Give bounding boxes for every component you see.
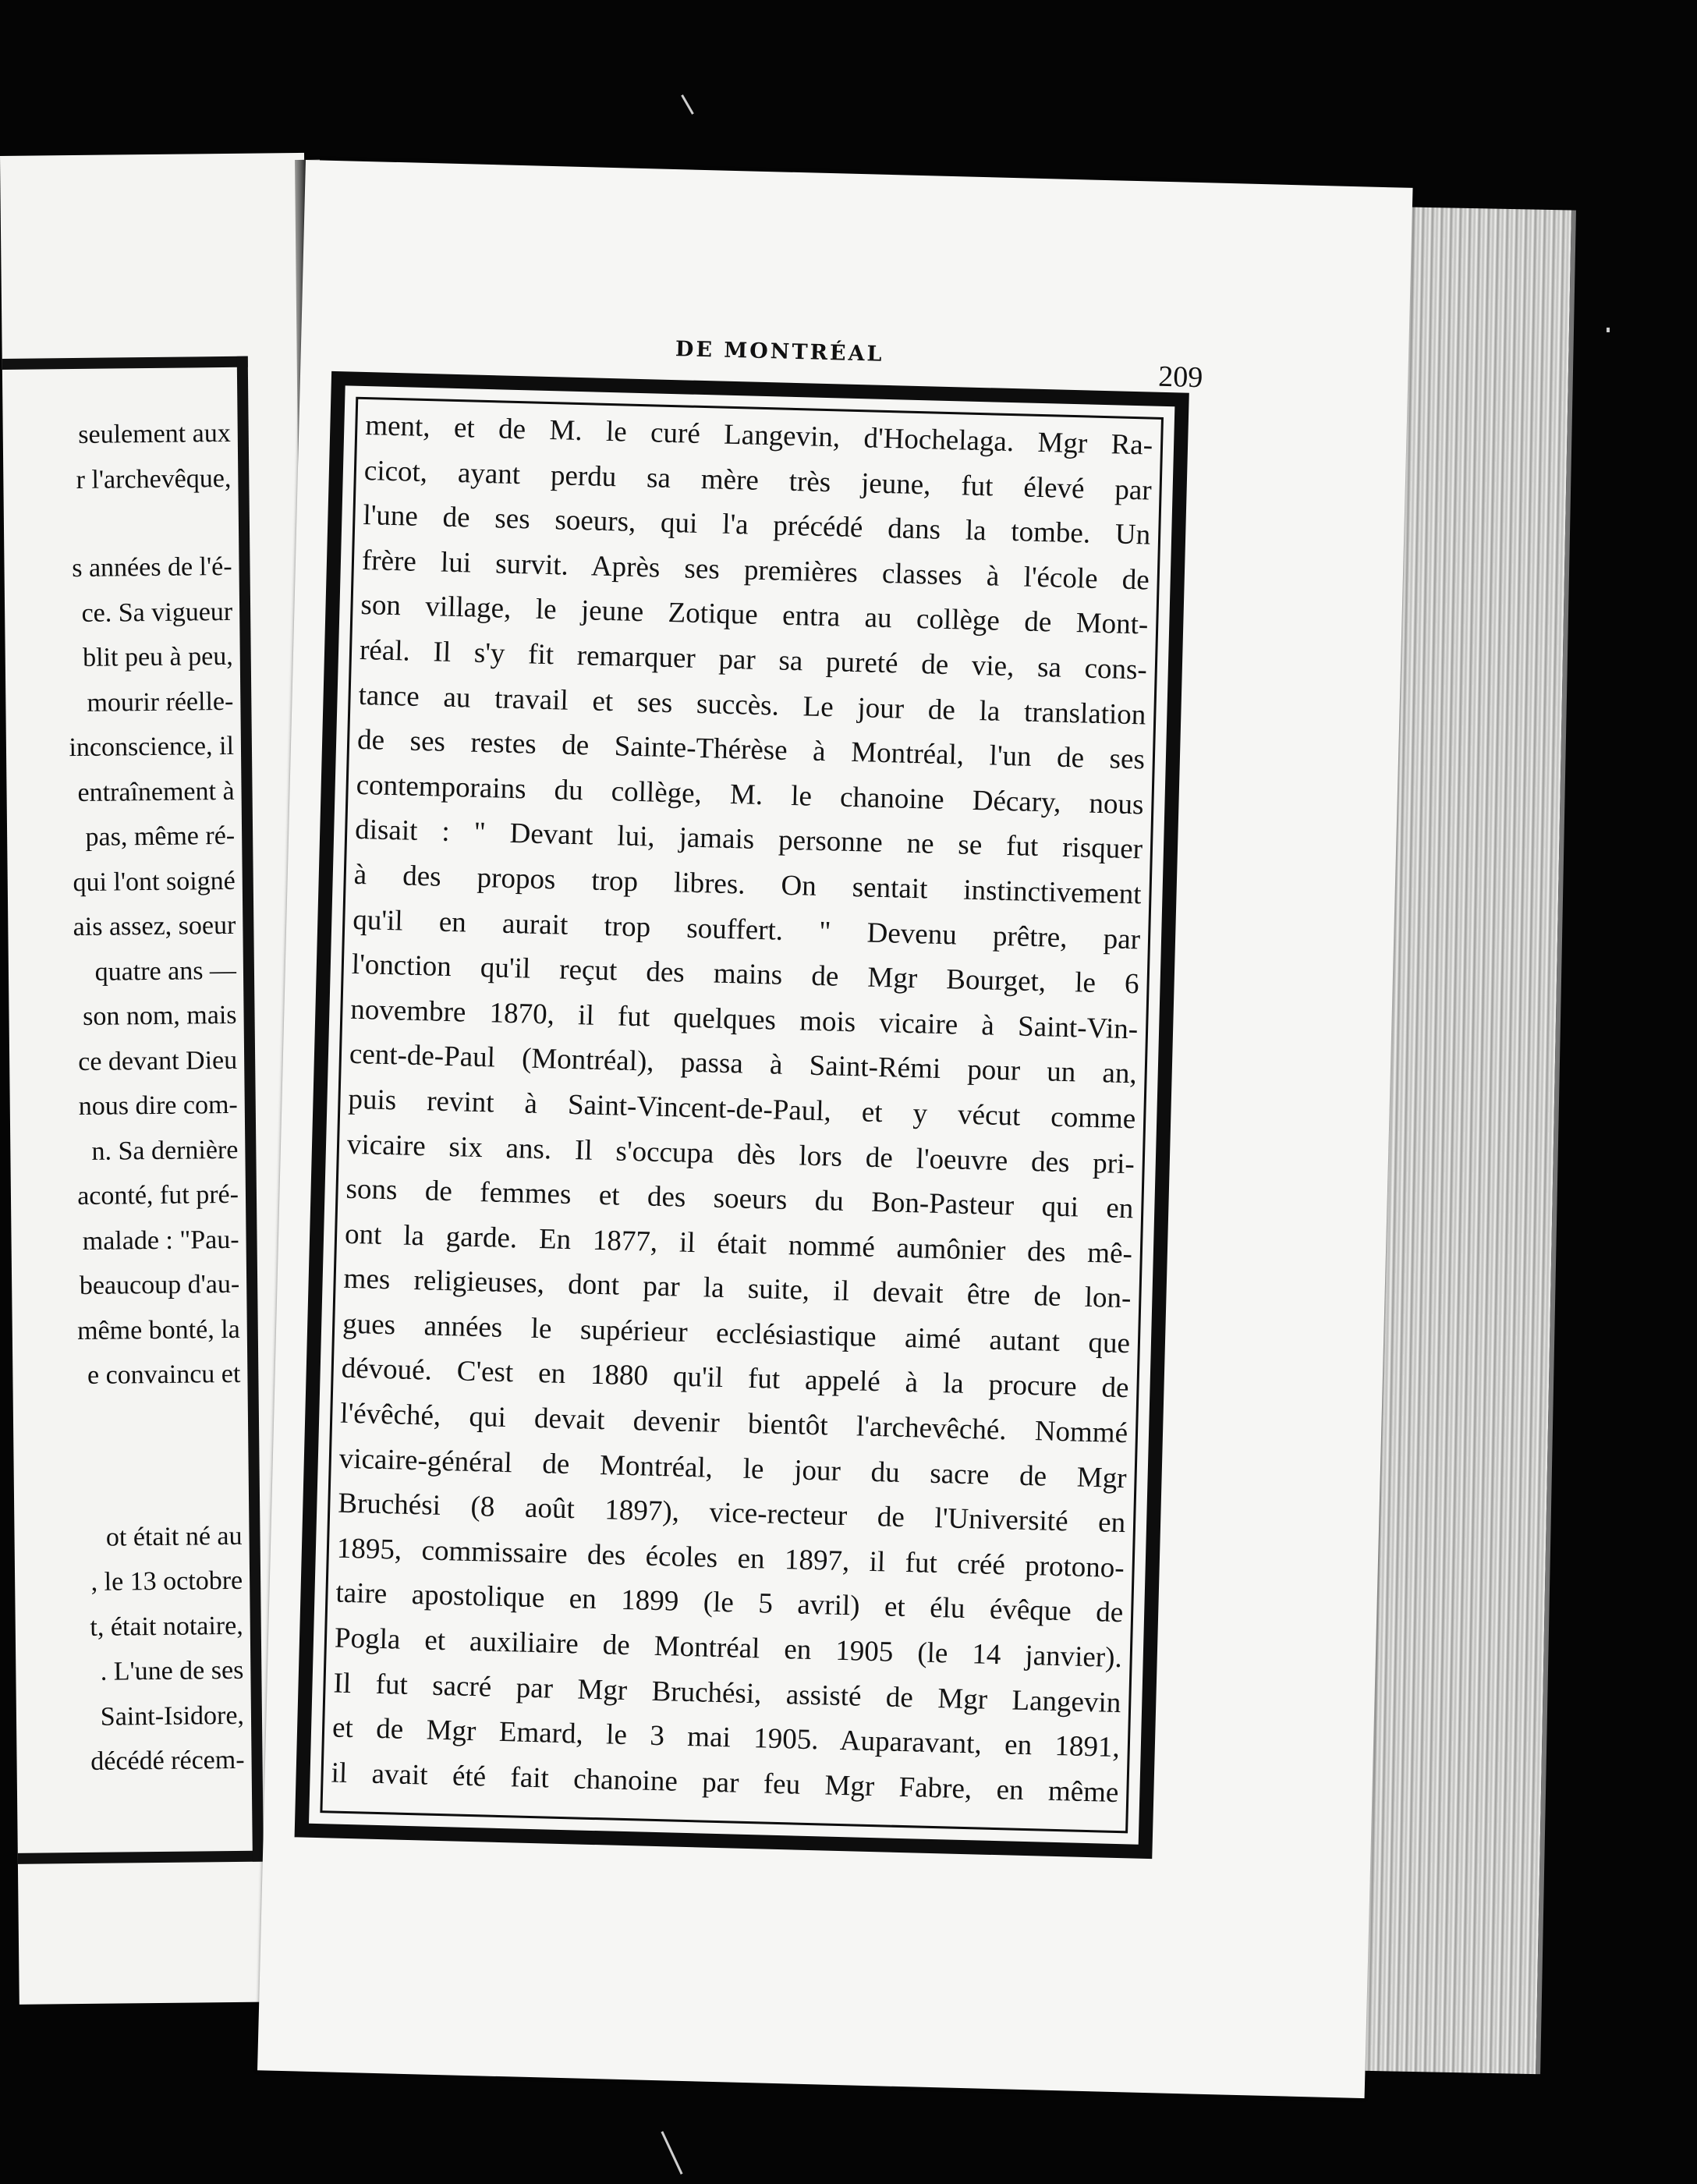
text-line: Bruchési (8 août 1897), vice-recteur de l'Université en — [337, 1487, 1126, 1540]
text-line: . L'une de ses — [100, 1655, 244, 1686]
text-line: vicaire-général de Montréal, le jour du sacre de Mgr — [338, 1442, 1128, 1494]
text-line: pas, même ré- — [85, 821, 236, 852]
text-line: tance au travail et ses succès. Le jour de la translation — [358, 679, 1146, 732]
text-line: novembre 1870, il fut quelques mois vicaire à Saint-Vin- — [349, 993, 1139, 1046]
text-line: à des propos trop libres. On sentait instinctivement — [353, 858, 1143, 911]
text-line: ont la garde. En 1877, il était nommé aumônier des mê- — [344, 1218, 1133, 1270]
text-line: réal. Il s'y fit remarquer par sa pureté de vie, sa cons- — [359, 633, 1148, 686]
page-number: 209 — [1157, 360, 1203, 395]
text-line: sons de femmes et des soeurs du Bon-Pasteur qui en — [345, 1172, 1134, 1225]
scan-speck — [661, 2131, 682, 2175]
text-line: mourir réelle- — [87, 686, 234, 718]
text-line: qui l'ont soigné — [73, 866, 236, 897]
text-line: beaucoup d'au- — [79, 1269, 240, 1301]
text-line: même bonté, la — [76, 1314, 240, 1346]
text-line: l'onction qu'il reçut des mains de Mgr Bourget, le 6 — [351, 948, 1140, 1001]
text-line: e convaincu et — [87, 1359, 241, 1390]
text-line: nous dire com- — [78, 1090, 238, 1122]
text-line: ment, et de M. le curé Langevin, d'Hochelaga. Mgr Ra- — [364, 410, 1153, 462]
text-line: aconté, fut pré- — [77, 1179, 239, 1211]
text-line: seulement aux — [78, 418, 231, 449]
text-line: son village, le jeune Zotique entra au collège de Mont- — [360, 589, 1149, 641]
text-line: taire apostolique en 1899 (le 5 avril) et élu évêque de — [335, 1577, 1124, 1629]
text-line: mes religieuses, dont par la suite, il devait être de lon- — [343, 1262, 1132, 1315]
text-line: Pogla et auxiliaire de Montréal en 1905 (le 14 janvier). — [334, 1622, 1123, 1675]
text-line: Saint-Isidore, — [100, 1700, 245, 1732]
left-page-text — [0, 411, 245, 1785]
running-head: DE MONTRÉAL — [675, 337, 884, 367]
text-line: de ses restes de Sainte-Thérèse à Montréal, l'un de ses — [356, 724, 1146, 776]
text-line: malade : "Pau- — [82, 1225, 239, 1256]
text-line: inconscience, il — [69, 731, 235, 763]
text-line: t, était notaire, — [90, 1611, 243, 1642]
text-line: et de Mgr Emard, le 3 mai 1905. Auparavant, en 1891, — [331, 1711, 1121, 1764]
scan-speck — [1607, 328, 1610, 332]
text-line: puis revint à Saint-Vincent-de-Paul, et y vécut comme — [348, 1083, 1136, 1136]
text-line: vicaire six ans. Il s'occupa dès lors de l'oeuvre des pri- — [346, 1128, 1135, 1180]
text-line: l'évêché, qui devait devenir bientôt l'archevêché. Nommé — [339, 1397, 1128, 1450]
text-line: frère lui survit. Après ses premières classes à l'école de — [361, 544, 1150, 597]
text-line: l'une de ses soeurs, qui l'a précédé dans la tombe. Un — [362, 499, 1151, 551]
text-line: contemporains du collège, M. le chanoine Décary, nous — [356, 768, 1144, 821]
text-line: cicot, ayant perdu sa mère très jeune, fut élevé par — [363, 454, 1153, 507]
text-line: r l'archevêque, — [76, 463, 232, 495]
text-line: n. Sa dernière — [91, 1135, 239, 1166]
scan-speck — [681, 94, 694, 115]
text-line: 1895, commissaire des écoles en 1897, il fut créé protono- — [336, 1532, 1125, 1584]
text-line: cent-de-Paul (Montréal), passa à Saint-Rémi pour un an, — [349, 1038, 1138, 1090]
text-line: blit peu à peu, — [82, 641, 233, 672]
text-line: Il fut sacré par Mgr Bruchési, assisté de Mgr Langevin — [333, 1667, 1121, 1719]
text-line: dévoué. C'est en 1880 qu'il fut appelé à la procure de — [341, 1353, 1129, 1405]
text-line: s années de l'é- — [72, 551, 232, 583]
right-page — [257, 160, 1413, 2098]
text-line: disait : " Devant lui, jamais personne ne se fut risquer — [354, 814, 1143, 866]
text-line: qu'il en aurait trop souffert. " Devenu prêtre, par — [352, 903, 1141, 956]
text-line: son nom, mais — [82, 1000, 237, 1031]
text-line: entraînement à — [77, 776, 235, 807]
text-line: ce. Sa vigueur — [81, 597, 233, 628]
text-line: il avait été fait chanoine par feu Mgr Fabre, en même — [331, 1757, 1119, 1809]
text-line: ce devant Dieu — [78, 1045, 238, 1076]
text-line: gues années le supérieur ecclésiastique aimé autant que — [342, 1307, 1131, 1360]
text-line: quatre ans — — [94, 956, 237, 987]
body-text — [331, 403, 1153, 1815]
text-line: décédé récem- — [90, 1745, 245, 1776]
text-line: , le 13 octobre — [90, 1565, 243, 1597]
text-line: ot était né au — [105, 1521, 243, 1552]
text-line: ais assez, soeur — [73, 910, 236, 942]
